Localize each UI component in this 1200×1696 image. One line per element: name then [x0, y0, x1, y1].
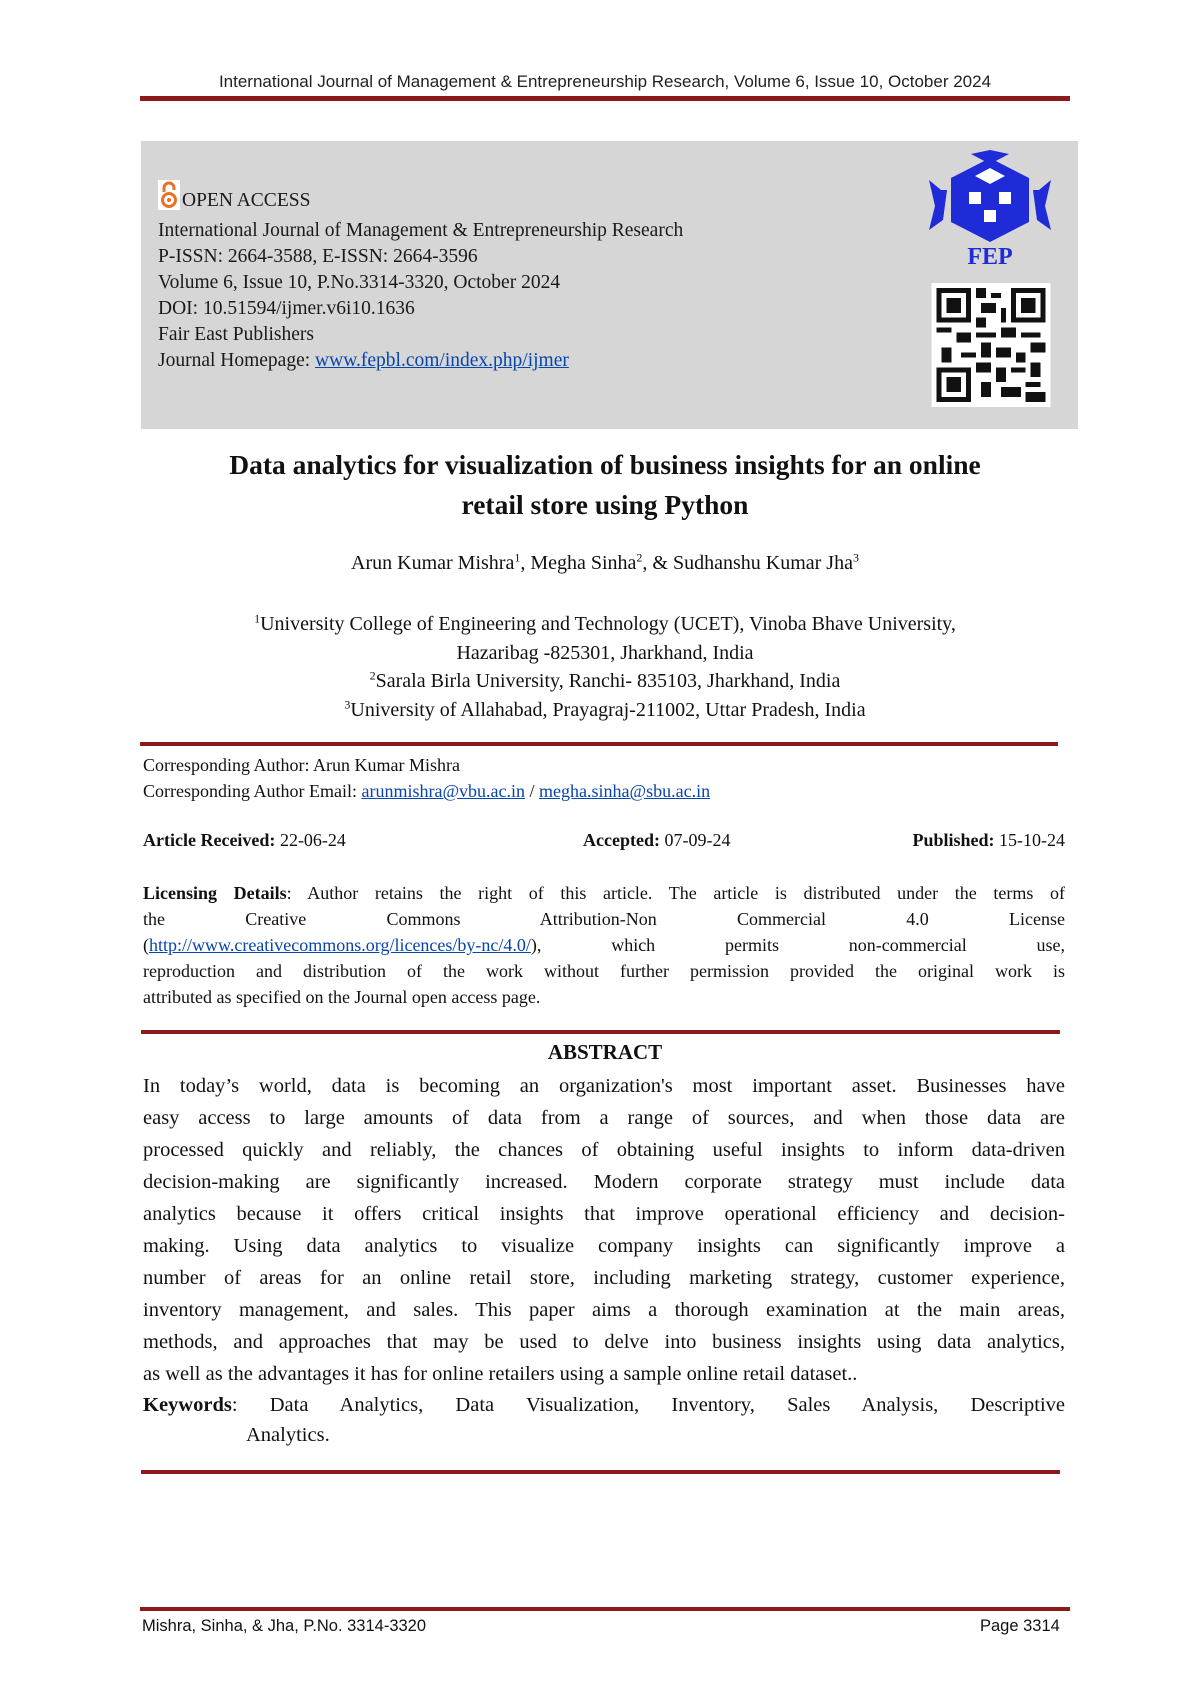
article-title [140, 445, 1070, 525]
abstract-line: making. Using data analytics to visualize company insights can significantly improve a [143, 1235, 1065, 1257]
affiliation-1-cont: Hazaribag -825301, Jharkhand, India [456, 641, 754, 664]
keywords-text: : Data Analytics, Data Visualization, Inventory, Sales Analysis, Descriptive [231, 1394, 1065, 1416]
affiliation-1 [140, 610, 1070, 639]
corresponding-email-line [143, 778, 710, 804]
author-1: Arun Kumar Mishra [351, 552, 515, 574]
paren-open: ( [143, 935, 149, 955]
abstract-line: inventory management, and sales. This paper aims a thorough examination at the main areas, [143, 1299, 1065, 1321]
page-number: Page 3314 [980, 1617, 1060, 1635]
email-label: Corresponding Author Email: [143, 781, 362, 801]
homepage-link[interactable]: www.fepbl.com/index.php/ijmer [315, 350, 569, 371]
affiliation-3-mark: 3 [344, 696, 351, 711]
licensing-line-5: attributed as specified on the Journal open access page. [143, 987, 541, 1007]
author-list [140, 552, 1070, 575]
author-1-affil: 1 [514, 550, 521, 565]
corresponding-author [143, 752, 710, 804]
licensing-label: Licensing Details [143, 883, 287, 903]
licensing-text-3: ), which permits non-commercial use, [530, 935, 1065, 955]
published-value: 15-10-24 [994, 830, 1065, 850]
licensing-line-1 [143, 880, 1065, 906]
volume-issue: Volume 6, Issue 10, P.No.3314-3320, October 2024 [158, 272, 561, 293]
licensing-line-4: reproduction and distribution of the work without further permission provided the original work is [143, 961, 1065, 981]
abstract-line: analytics because it offers critical insights that improve operational efficiency and decision- [143, 1203, 1065, 1225]
abstract-line: processed quickly and reliably, the chances of obtaining useful insights to inform data-driven [143, 1139, 1065, 1161]
journal-info [158, 180, 683, 374]
qr-code [931, 283, 1051, 407]
author-separator: , [520, 552, 531, 574]
abstract-body [143, 1070, 1065, 1390]
published-date [912, 830, 1065, 851]
footer-rule [140, 1607, 1070, 1611]
corresponding-author-name: Corresponding Author: Arun Kumar Mishra [143, 755, 460, 775]
fep-logo [921, 150, 1059, 268]
author-2-affil: 2 [636, 550, 643, 565]
author-3-affil: 3 [852, 550, 859, 565]
abstract-line: decision-making are significantly increased. Modern corporate strategy must include data [143, 1171, 1065, 1193]
open-access-line [158, 180, 683, 218]
affiliation-2 [140, 667, 1070, 696]
license-link[interactable]: http://www.creativecommons.org/licences/by-nc/4.0/ [149, 935, 531, 955]
author-3: Sudhanshu Kumar Jha [672, 552, 853, 574]
doi: DOI: 10.51594/ijmer.v6i10.1636 [158, 298, 415, 319]
issn: P-ISSN: 2664-3588, E-ISSN: 2664-3596 [158, 246, 478, 267]
email-link-2[interactable]: megha.sinha@sbu.ac.in [539, 781, 711, 801]
abstract-line: number of areas for an online retail store, including marketing strategy, customer experience, [143, 1267, 1065, 1289]
open-access-icon [158, 180, 180, 218]
keywords-line-2: Analytics. [246, 1424, 330, 1446]
abstract-rule-bottom [141, 1470, 1060, 1474]
keywords [143, 1390, 1065, 1450]
affiliation-2-text: Sarala Birla University, Ranchi- 835103, Jharkhand, India [375, 670, 841, 692]
affiliation-2-mark: 2 [369, 668, 376, 683]
affiliation-3-text: University of Allahabad, Prayagraj-211002, Uttar Pradesh, India [350, 698, 866, 721]
journal-homepage [158, 348, 683, 374]
licensing-line-3 [143, 932, 1065, 958]
abstract-line: as well as the advantages it has for online retailers using a sample online retail dataset.. [143, 1363, 858, 1385]
affiliation-1-text: University College of Engineering and Technology (UCET), Vinoba Bhave University, [260, 613, 956, 635]
open-access-label: OPEN ACCESS [182, 190, 311, 211]
abstract-line: methods, and approaches that may be used to delve into business insights using data analytics, [143, 1331, 1065, 1353]
accepted-value: 07-09-24 [659, 830, 731, 850]
author-2: Megha Sinha [530, 552, 637, 574]
licensing-text-1: : Author retains the right of this article. The article is distributed under the terms of [286, 883, 1065, 903]
abstract-line: easy access to large amounts of data from a range of sources, and when those data are [143, 1107, 1065, 1129]
title-line-2: retail store using Python [461, 489, 749, 520]
footer-citation: Mishra, Sinha, & Jha, P.No. 3314-3320 [142, 1617, 427, 1635]
received-value: 22-06-24 [275, 830, 346, 850]
affiliation-1-mark: 1 [254, 611, 261, 626]
affiliation-3 [140, 696, 1070, 725]
journal-name: International Journal of Management & Entrepreneurship Research [158, 220, 684, 241]
homepage-label: Journal Homepage: [158, 350, 316, 371]
abstract-rule-top [141, 1030, 1060, 1034]
running-header: International Journal of Management & Entrepreneurship Research, Volume 6, Issue 10, October 2024 [218, 72, 992, 91]
affiliations [140, 610, 1070, 724]
section-rule [140, 742, 1058, 746]
keywords-line-1 [143, 1390, 1065, 1420]
title-line-1: Data analytics for visualization of business insights for an online [229, 449, 981, 480]
author-separator: , & [642, 552, 673, 574]
received-date [143, 830, 346, 851]
header-rule [140, 96, 1070, 101]
keywords-label: Keywords [143, 1394, 232, 1416]
licensing-line-2: the Creative Commons Attribution-Non Commercial 4.0 License [143, 909, 1065, 929]
abstract-heading: ABSTRACT [547, 1040, 663, 1064]
received-label: Article Received: [143, 830, 276, 850]
publisher: Fair East Publishers [158, 324, 314, 345]
fep-logo-text: FEP [967, 244, 1013, 268]
email-link-1[interactable]: arunmishra@vbu.ac.in [361, 781, 526, 801]
licensing-details [143, 880, 1065, 1010]
accepted-label: Accepted: [583, 830, 660, 850]
published-label: Published: [912, 830, 995, 850]
abstract-line: In today’s world, data is becoming an organization's most important asset. Businesses have [143, 1075, 1065, 1097]
accepted-date [583, 830, 730, 851]
email-separator: / [525, 781, 540, 801]
